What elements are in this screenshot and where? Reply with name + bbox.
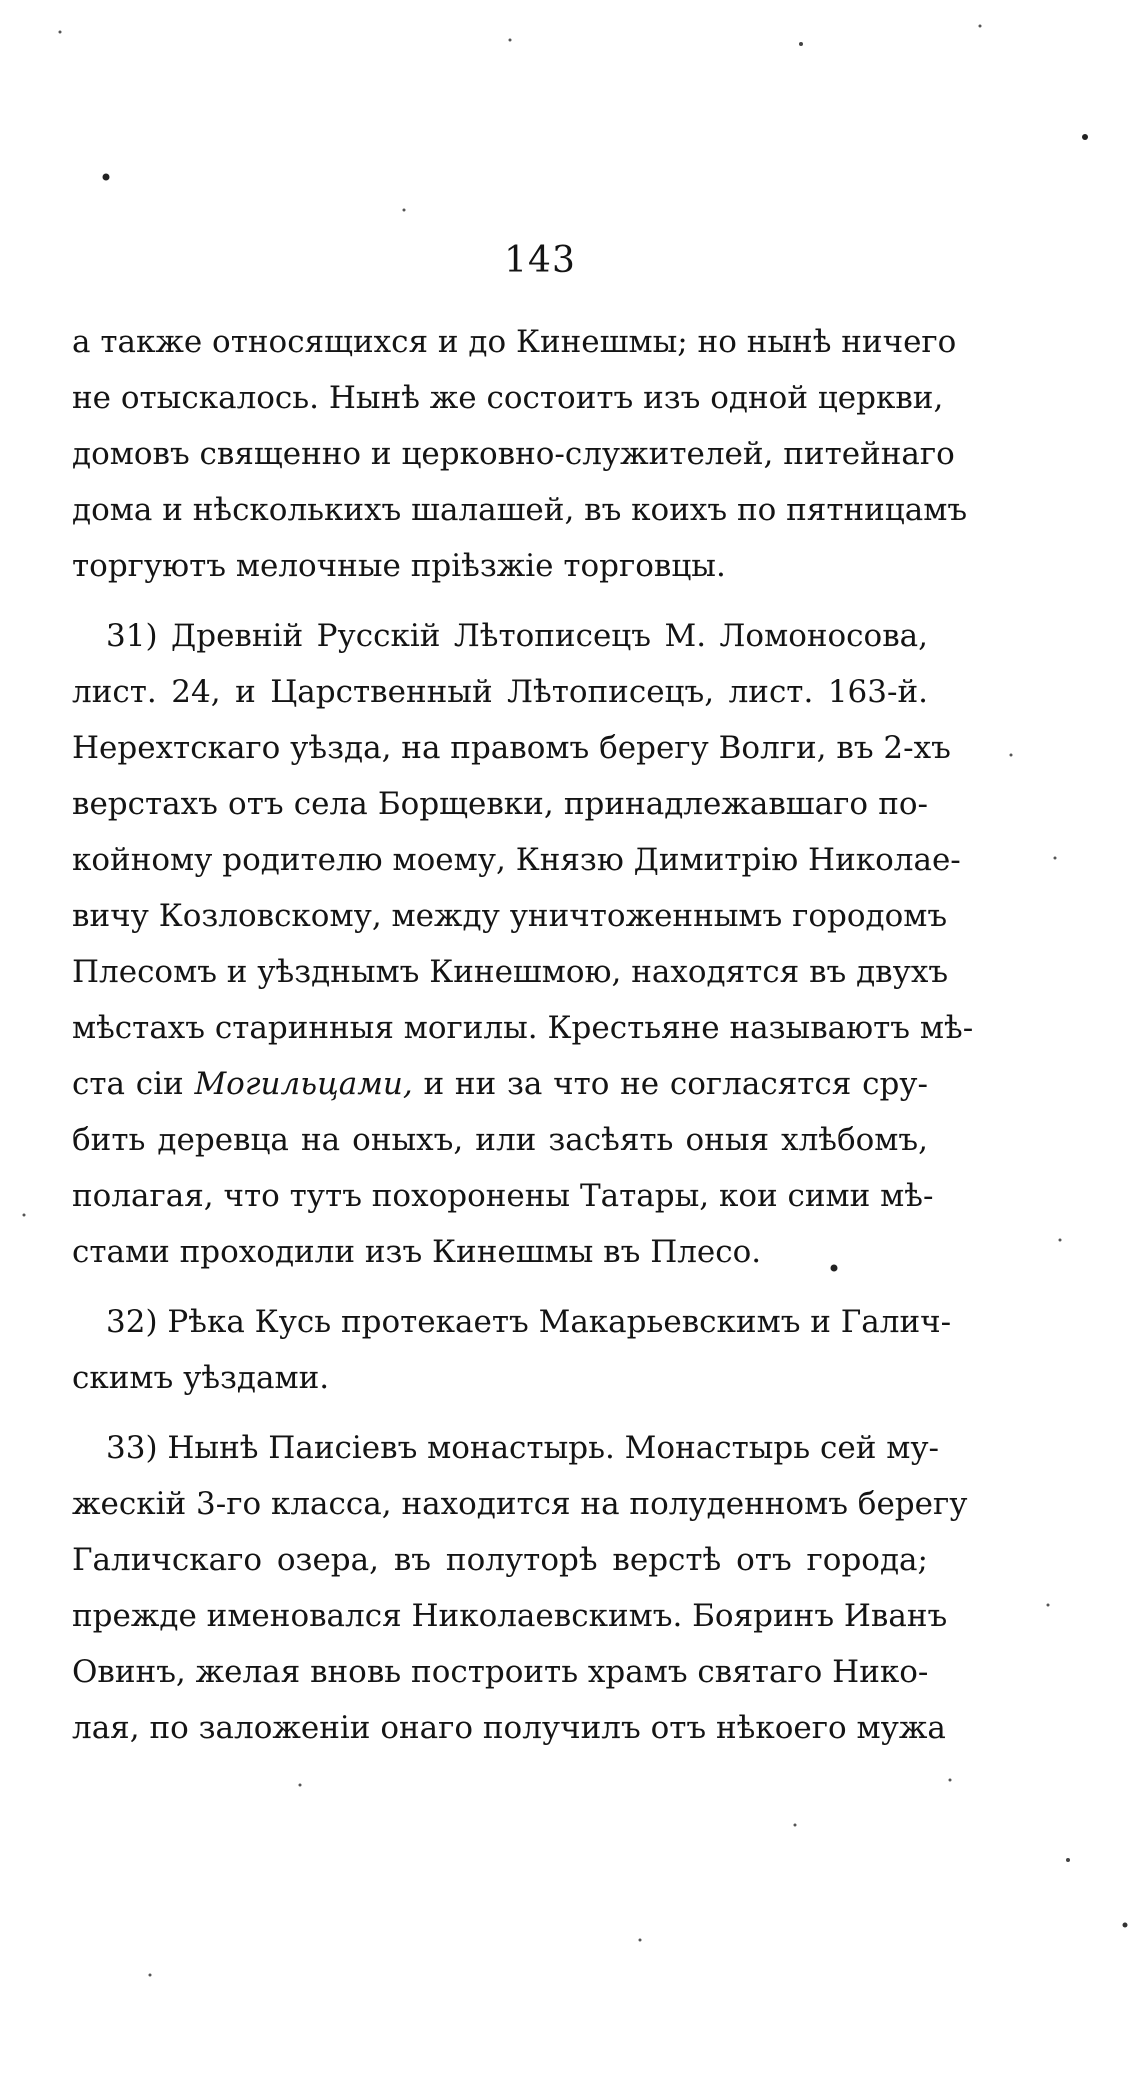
text-line: лист. 24, и Царственный Лѣтописецъ, лист. 163-й. xyxy=(72,674,928,710)
text-line: дома и нѣсколькихъ шалашей, въ коихъ по пятницамъ xyxy=(72,492,968,528)
text-line: 32) Рѣка Кусь протекаетъ Макарьевскимъ и Галич- xyxy=(106,1304,952,1340)
text-line: 33) Нынѣ Паисіевъ монастырь. Монастырь сей му- xyxy=(106,1430,940,1466)
body-text xyxy=(72,314,974,1756)
italic-term: Могильцами, xyxy=(194,1066,413,1102)
page-number: 143 xyxy=(504,240,576,281)
text-line: Овинъ, желая вновь построить храмъ святаго Нико- xyxy=(72,1654,929,1690)
text-line: Галичскаго озера, въ полуторѣ верстѣ отъ города; xyxy=(72,1542,928,1578)
note-31 xyxy=(72,608,974,1280)
text-line: не отыскалось. Нынѣ же состоитъ изъ одной церкви, xyxy=(72,380,944,416)
text-line: а также относящихся и до Кинешмы; но нынѣ ничего xyxy=(72,324,957,360)
text-line: вичу Козловскому, между уничтоженнымъ городомъ xyxy=(72,898,948,934)
text-line: Нерехтскаго уѣзда, на правомъ берегу Волги, въ 2-хъ xyxy=(72,730,951,766)
text-line-with-italic xyxy=(72,1056,928,1112)
text-fragment: ста сіи xyxy=(72,1066,195,1102)
text-line: койному родителю моему, Князю Димитрію Николае- xyxy=(72,842,961,878)
text-line: верстахъ отъ села Борщевки, принадлежавшаго по- xyxy=(72,786,928,822)
text-line: полагая, что тутъ похоронены Татары, кои сими мѣ- xyxy=(72,1178,934,1214)
text-line: 31) Древній Русскій Лѣтописецъ М. Ломоносова, xyxy=(106,618,928,654)
text-line: лая, по заложеніи онаго получилъ отъ нѣкоего мужа xyxy=(72,1710,946,1746)
text-fragment: и ни за что не согласятся сру- xyxy=(412,1066,928,1102)
text-line: торгуютъ мелочные пріѣзжіе торговцы. xyxy=(72,548,726,584)
note-32 xyxy=(72,1294,952,1406)
text-line: стами проходили изъ Кинешмы въ Плесо. xyxy=(72,1234,762,1270)
text-line: домовъ священно и церковно-служителей, питейнаго xyxy=(72,436,955,472)
text-line: прежде именовался Николаевскимъ. Бояринъ Иванъ xyxy=(72,1598,948,1634)
paragraph-continuation xyxy=(72,314,968,594)
note-33 xyxy=(72,1420,968,1756)
text-line: скимъ уѣздами. xyxy=(72,1360,330,1396)
text-line: бить деревца на оныхъ, или засѣять оныя хлѣбомъ, xyxy=(72,1122,928,1158)
text-line: Плесомъ и уѣзднымъ Кинешмою, находятся въ двухъ xyxy=(72,954,949,990)
text-line: мѣстахъ старинныя могилы. Крестьяне называютъ мѣ- xyxy=(72,1010,974,1046)
text-line: жескій 3-го класса, находится на полуденномъ берегу xyxy=(72,1486,968,1522)
